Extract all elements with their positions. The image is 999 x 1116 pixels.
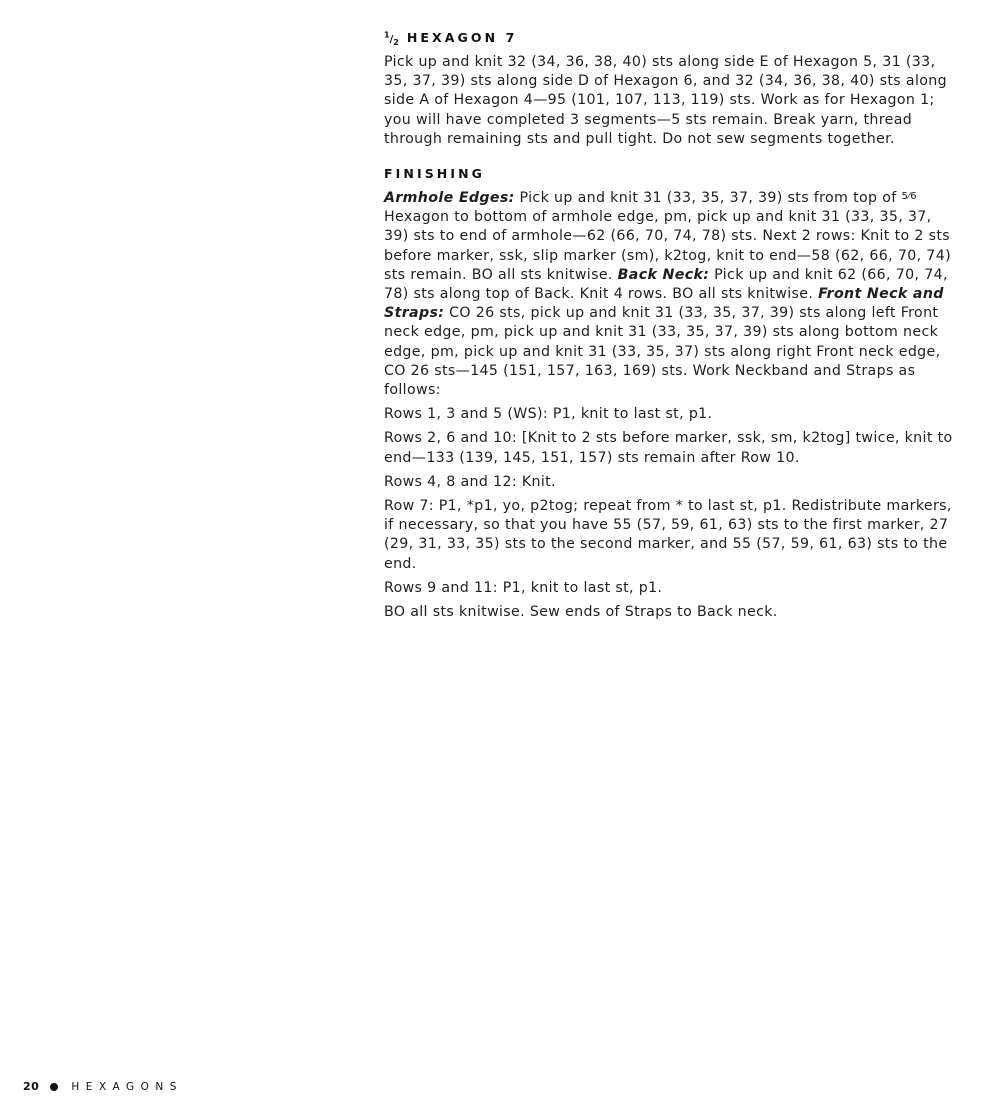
five-sixths-fraction: 5⁄6 [901, 191, 917, 203]
row-instruction: BO all sts knitwise. Sew ends of Straps to Back neck. [384, 604, 778, 621]
front-neck-lead: Front Neck and Straps: [384, 286, 944, 322]
row-instruction: Row 7: P1, *p1, yo, p2tog; repeat from * to last st, p1. Redistribute markers, if necessary, so that you have 55 (57, 59, 61, 63) sts to the first marker, 27 (29, 31, 33, 35) sts to the second marker, and 55 (57, 59, 61, 63) sts to the end. [384, 498, 952, 572]
running-head: HEXAGONS [71, 1080, 183, 1093]
section-title-hexagon-7 [384, 30, 958, 47]
row-instruction: Rows 4, 8 and 12: Knit. [384, 473, 556, 490]
armhole-text-a: Pick up and knit 31 (33, 35, 37, 39) sts from top of [514, 190, 902, 207]
armhole-edges-lead: Armhole Edges: [384, 190, 515, 207]
hexagon-7-paragraph: Pick up and knit 32 (34, 36, 38, 40) sts along side E of Hexagon 5, 31 (33, 35, 37, 39) sts along side D of Hexagon 6, and 32 (34, 36, 38, 40) sts along side A of Hexagon 4—95 (101, 107, 113, 119) sts. Work as for Hexagon 1; you will have completed 3 segments—5 sts remain. Break yarn, thread through remaining sts and pull tight. Do not sew segments together. [384, 54, 947, 147]
row-instruction: Rows 2, 6 and 10: [Knit to 2 sts before marker, ssk, sm, k2tog] twice, knit to end—133 (139, 145, 151, 157) sts remain after Row 10. [384, 430, 953, 466]
back-neck-lead: Back Neck: [617, 266, 710, 283]
front-neck-text: CO 26 sts, pick up and knit 31 (33, 35, 37, 39) sts along left Front neck edge, pm, pick up and knit 31 (33, 35, 37, 39) sts along bottom neck edge, pm, pick up and knit 31 (33, 35, 37) sts along right Front neck edge, CO 26 sts—145 (151, 157, 163, 169) sts. Work Neckband and Straps as follows: [384, 305, 941, 399]
back-neck-text: Pick up and knit 62 (66, 70, 74, 78) sts along top of Back. Knit 4 rows. BO all sts knitwise. [384, 266, 948, 303]
half-fraction: $^1/_2$ [384, 30, 399, 47]
row-instruction: Rows 9 and 11: P1, knit to last st, p1. [384, 579, 663, 596]
section-title-text: HEXAGON 7 [406, 30, 518, 45]
finishing-paragraph [384, 187, 958, 400]
row-instruction: Rows 1, 3 and 5 (WS): P1, knit to last st, p1. [384, 406, 713, 423]
text-column [384, 30, 958, 622]
bullet-dot-icon [50, 1083, 58, 1091]
page-number: 20 [23, 1080, 40, 1093]
armhole-text-b: Hexagon to bottom of armhole edge, pm, pick up and knit 31 (33, 35, 37, 39) sts to end of armhole—62 (66, 70, 74, 78) sts. Next 2 rows: Knit to 2 sts before marker, ssk, slip marker (sm), k2tog, knit to end—58 (62, 66, 70, 74) sts remain. BO all sts knitwise. [384, 209, 951, 283]
page-footer [23, 1080, 183, 1093]
section-title-finishing: FINISHING [384, 166, 486, 182]
